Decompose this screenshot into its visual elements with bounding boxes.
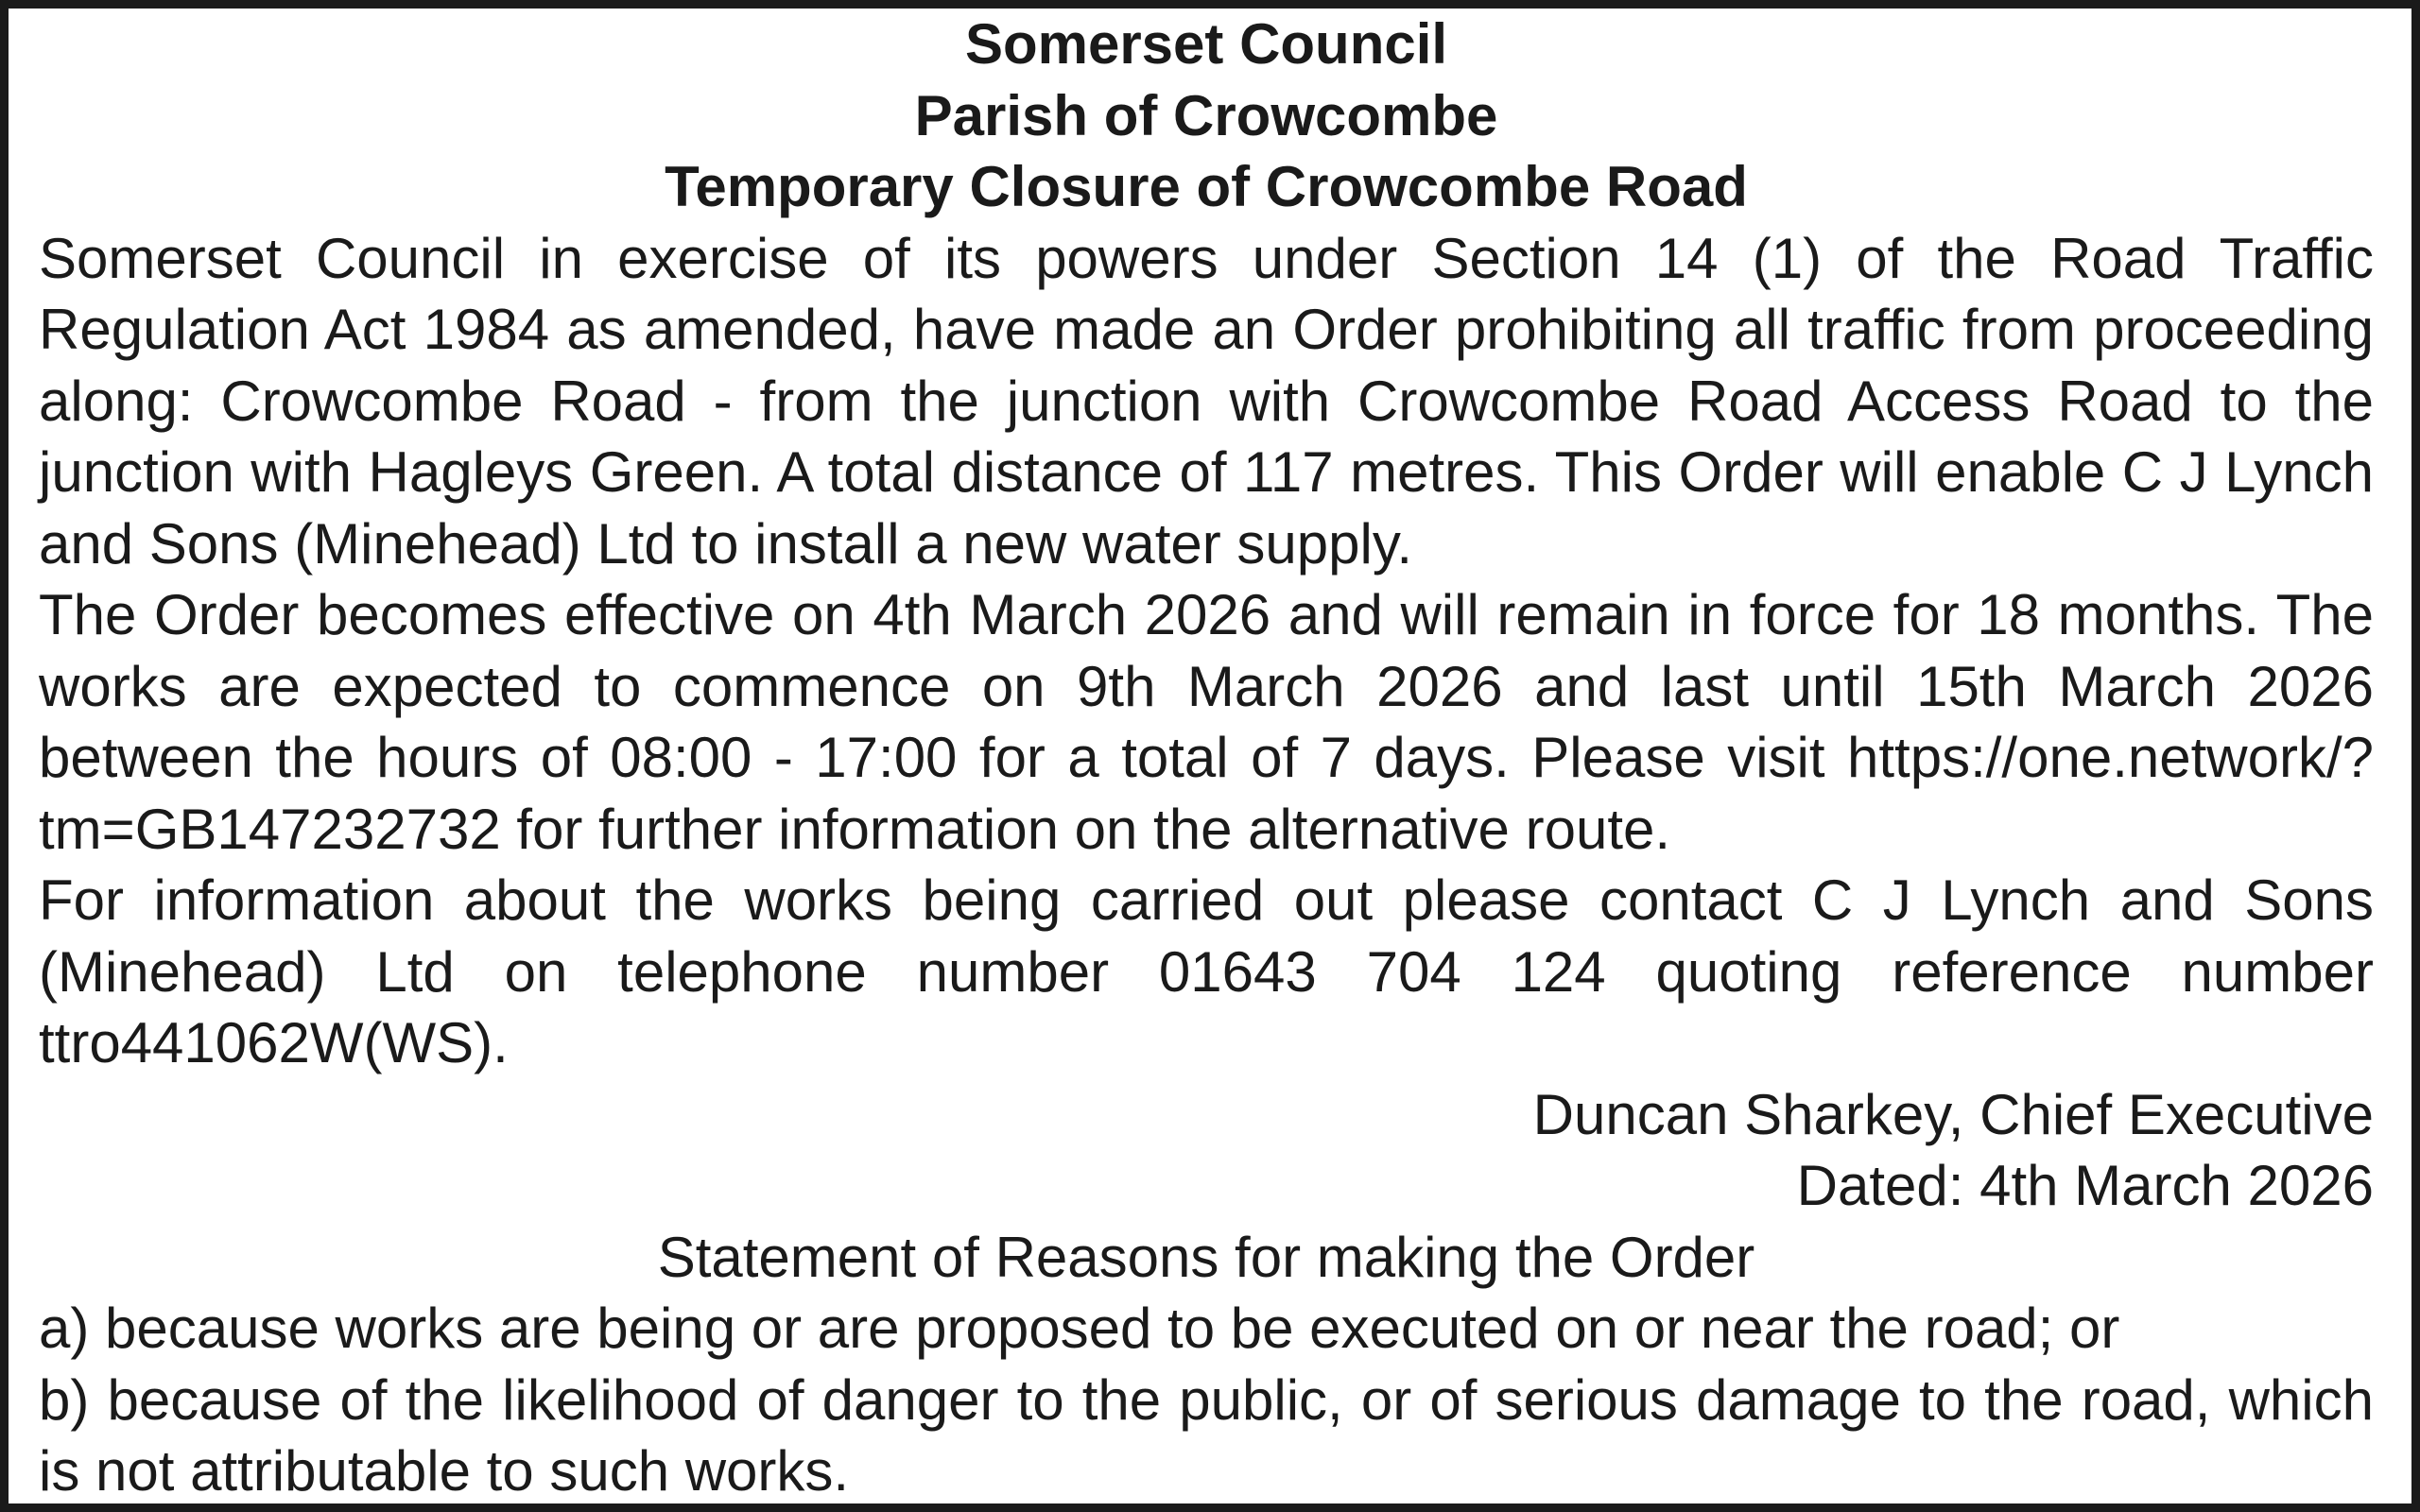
- reason-item: a) because works are being or are proposed to be executed on or near the road; or: [39, 1297, 2120, 1360]
- order-paragraph: Somerset Council in exercise of its powers under Section 14 (1) of the Road Traffic Regulation Act 1984 as amended, have made an Order prohibiting all traffic from proceeding along: Crowcombe Road - from the junction with Crowcombe Road Access Road to the junction with Hagleys Green. A total distance of 117 metres. This Order will enable C J Lynch and Sons (Minehead) Ltd to install a new water supply.: [39, 226, 2374, 576]
- effective-dates-paragraph: The Order becomes effective on 4th March 2026 and will remain in force for 18 months. The works are expected to commence on 9th March 2026 and last until 15th March 2026 between the hours of 08:00 - 17:00 for a total of 7 days. Please visit https://one.network/?tm=GB147232732 for further information on the alternative route.: [39, 583, 2374, 861]
- contact-paragraph: For information about the works being carried out please contact C J Lynch and Sons (Minehead) Ltd on telephone number 01643 704 124 quoting reference number ttro441062W(WS).: [39, 868, 2374, 1074]
- reasons-title: Statement of Reasons for making the Order: [657, 1225, 1755, 1289]
- parish-name: Parish of Crowcombe: [914, 83, 1498, 147]
- council-name: Somerset Council: [964, 12, 1448, 76]
- notice-title: Temporary Closure of Crowcombe Road: [665, 155, 1748, 218]
- reason-item: b) because of the likelihood of danger to the public, or of serious damage to the road, which is not attributable to such works.: [39, 1367, 2374, 1503]
- dated-line: Dated: 4th March 2026: [1796, 1154, 2374, 1217]
- signatory: Duncan Sharkey, Chief Executive: [1532, 1082, 2374, 1146]
